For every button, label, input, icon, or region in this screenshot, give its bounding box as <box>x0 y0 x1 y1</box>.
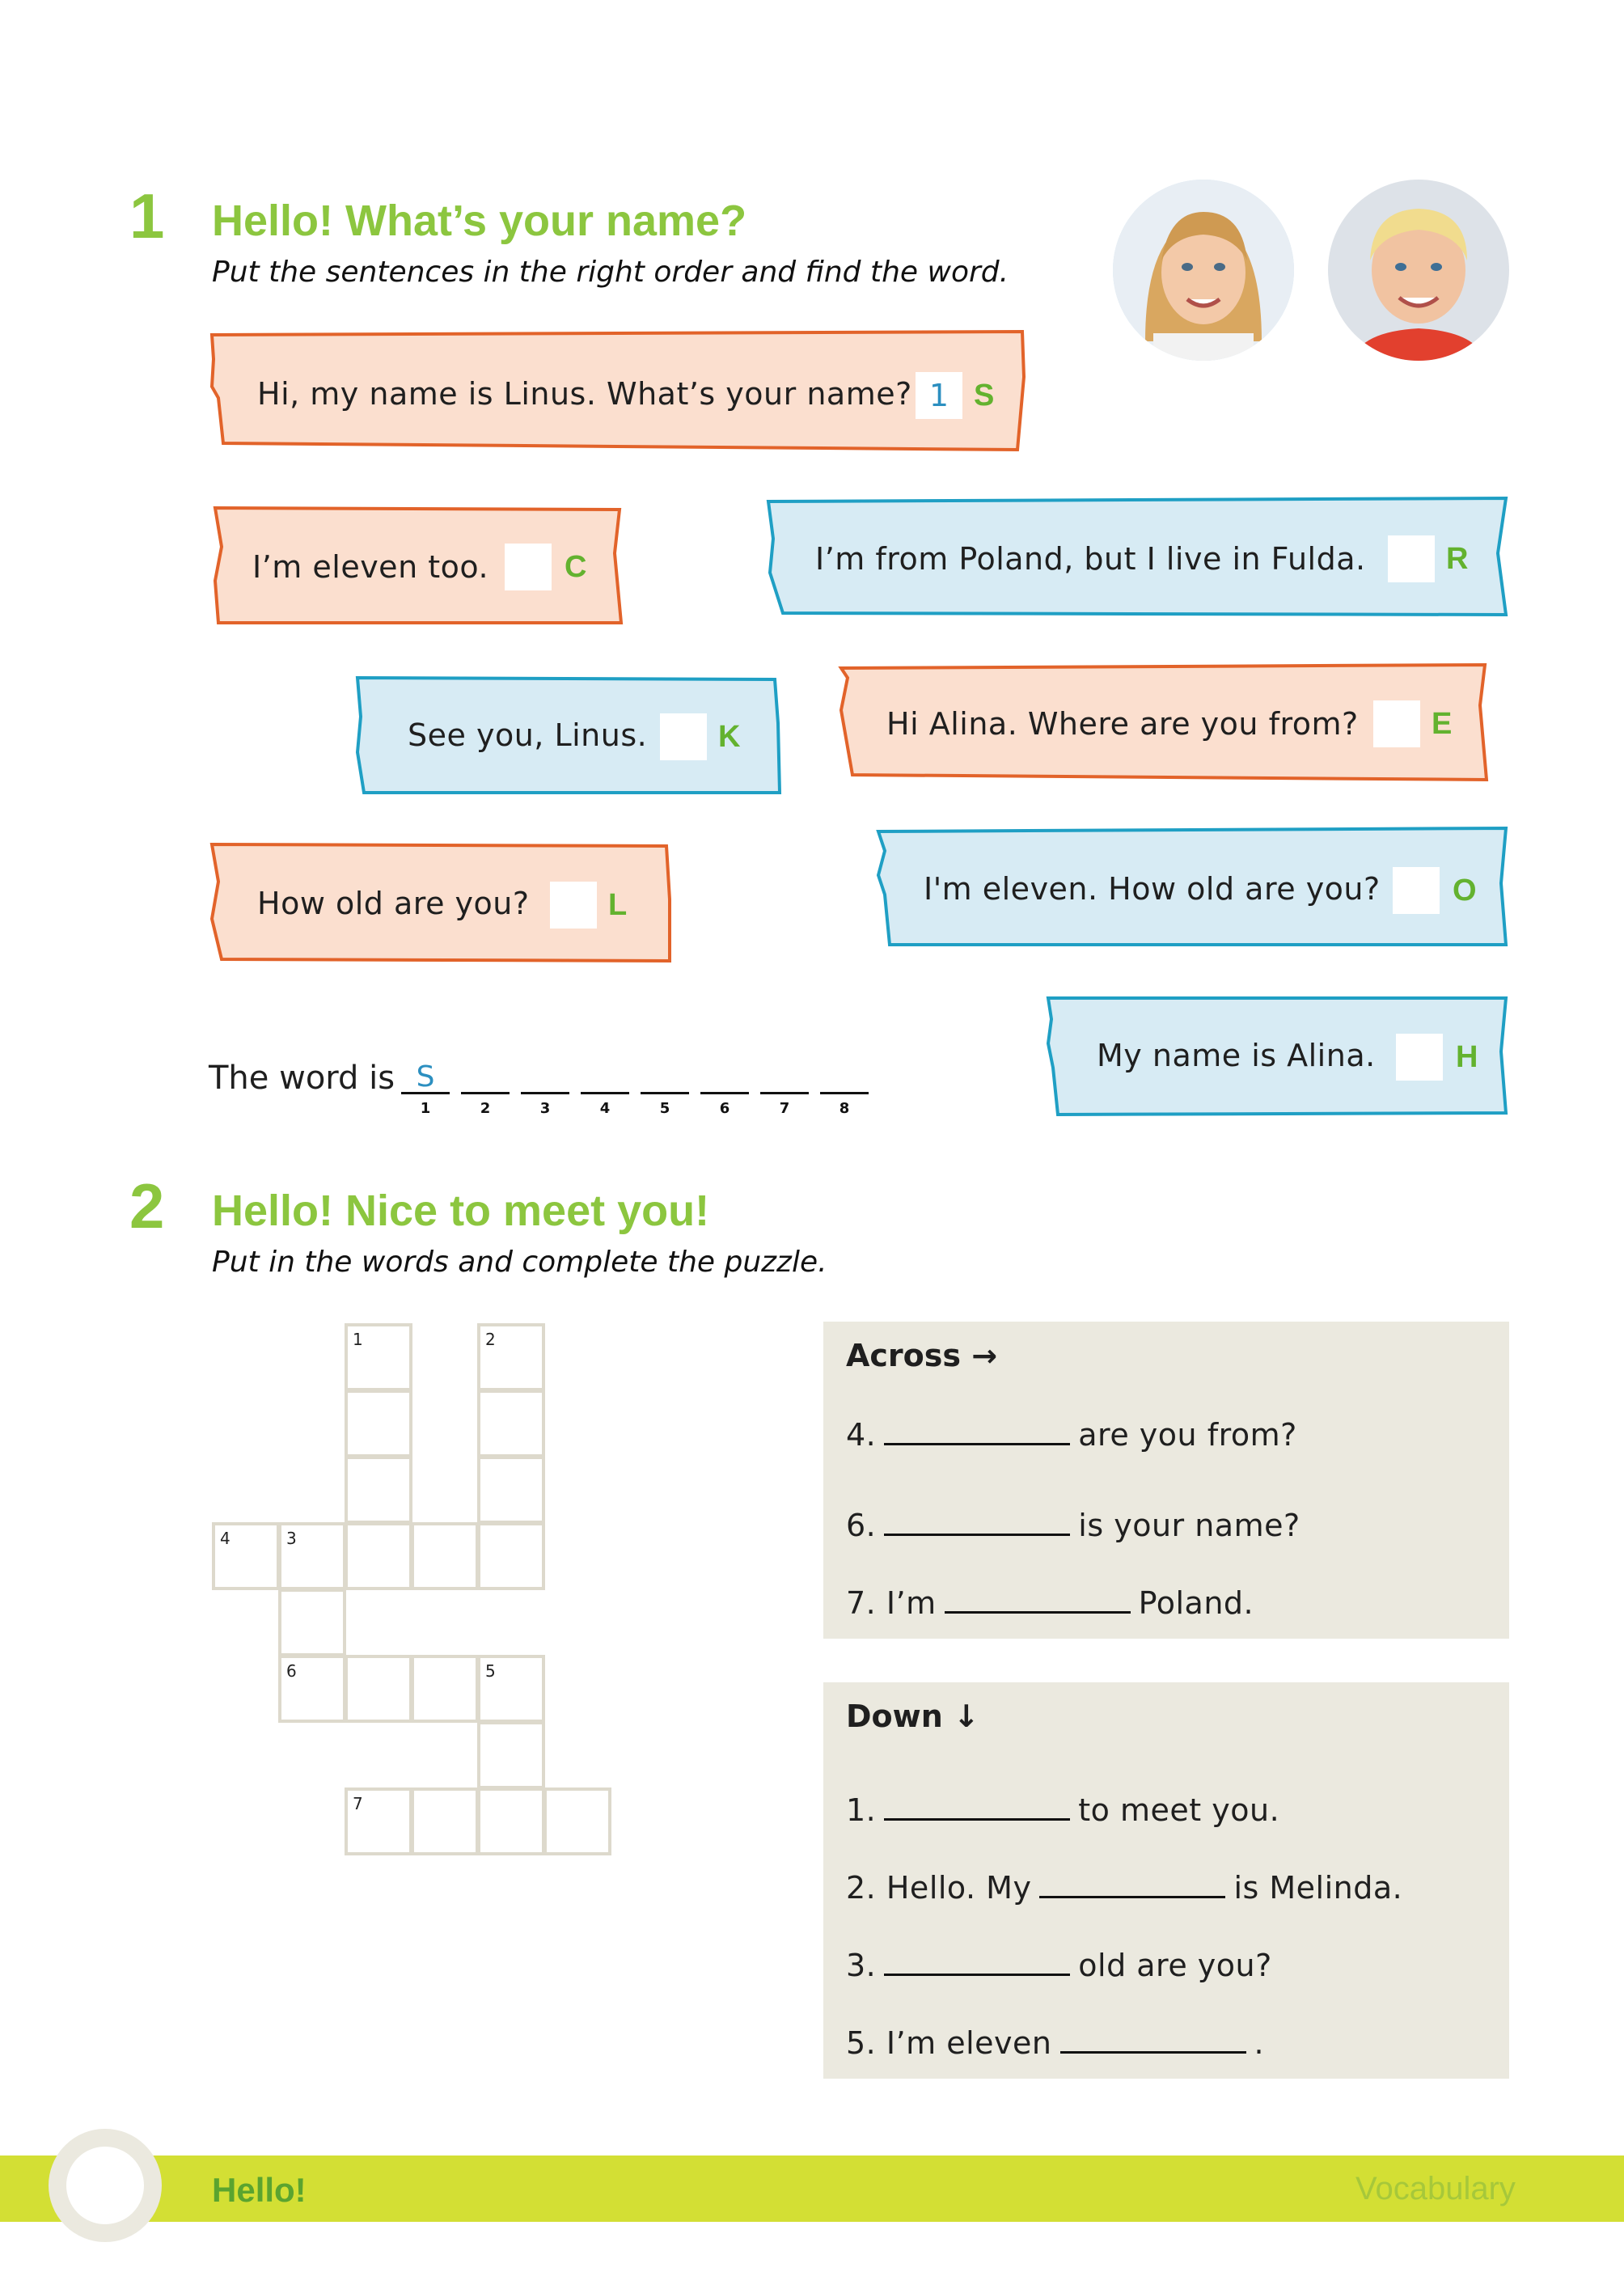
word-slot-index: 4 <box>599 1100 611 1117</box>
sentence-card-4-answer-box[interactable] <box>660 713 707 760</box>
crossword-clue-number: 4 <box>220 1529 230 1548</box>
clue-number: 2. <box>846 1870 877 1906</box>
word-label: The word is <box>209 1060 395 1097</box>
across-clue <box>846 1506 1300 1541</box>
down-clue <box>846 2024 1265 2061</box>
crossword-cell[interactable] <box>411 1787 479 1855</box>
crossword-clue-number: 5 <box>485 1661 496 1681</box>
page-circle <box>49 2129 162 2242</box>
crossword-cell[interactable] <box>543 1787 611 1855</box>
sentence-card-4-letter: K <box>718 720 741 754</box>
exercise-1-title: Hello! What’s your name? <box>212 197 747 245</box>
crossword-cell[interactable] <box>477 1522 545 1590</box>
crossword-clue-number: 3 <box>286 1529 297 1548</box>
crossword-cell[interactable] <box>345 1456 412 1524</box>
word-slot-index: 2 <box>480 1100 491 1117</box>
sentence-card-5-answer-box[interactable] <box>1373 700 1420 747</box>
crossword-cell[interactable] <box>278 1655 346 1723</box>
word-slot[interactable] <box>760 1060 809 1094</box>
sentence-card-3-text: I’m from Poland, but I live in Fulda. <box>815 541 1366 577</box>
clue-after: old are you? <box>1078 1948 1272 1983</box>
crossword-clue-number: 6 <box>286 1661 297 1681</box>
sentence-card-2-answer-box[interactable] <box>505 544 552 590</box>
footer-unit-title: Hello! <box>212 2171 307 2209</box>
girl-photo <box>1113 180 1294 361</box>
exercise-1-instruction: Put the sentences in the right order and find the word. <box>212 256 1009 289</box>
sentence-card-2-letter: C <box>565 550 587 584</box>
word-slot-index: 7 <box>779 1100 790 1117</box>
sentence-card-7-letter: O <box>1453 874 1477 907</box>
down-clue <box>846 1791 1279 1826</box>
crossword-clue-number: 2 <box>485 1330 496 1349</box>
crossword-cell[interactable] <box>212 1522 280 1590</box>
word-slot-letter: S <box>416 1060 435 1094</box>
clue-number: 1. <box>846 1792 877 1828</box>
sentence-card-1-answer: 1 <box>928 378 949 413</box>
sentence-card-5-text: Hi Alina. Where are you from? <box>886 706 1359 742</box>
word-slot[interactable] <box>581 1060 629 1094</box>
crossword-cell[interactable] <box>345 1323 412 1391</box>
word-slot-index: 3 <box>539 1100 551 1117</box>
sentence-card-6-text: How old are you? <box>257 886 530 921</box>
down-clue <box>846 1868 1403 1906</box>
across-heading: Across → <box>846 1338 998 1373</box>
word-slot[interactable] <box>461 1060 510 1094</box>
sentence-card-7-answer-box[interactable] <box>1393 867 1440 914</box>
word-slot-index: 6 <box>719 1100 730 1117</box>
sentence-card-8-answer-box[interactable] <box>1396 1034 1443 1081</box>
sentence-card-3-letter: R <box>1446 542 1469 576</box>
exercise-2-number: 2 <box>129 1170 165 1242</box>
word-slot-index: 5 <box>659 1100 670 1117</box>
exercise-1-number: 1 <box>129 180 165 252</box>
crossword-cell[interactable] <box>345 1522 412 1590</box>
footer-section-label: Vocabulary <box>1355 2171 1516 2206</box>
sentence-card-8-text: My name is Alina. <box>1097 1038 1376 1073</box>
crossword-cell[interactable] <box>477 1787 545 1855</box>
clue-after: Poland. <box>1138 1585 1254 1621</box>
across-clue <box>846 1415 1297 1453</box>
word-slot[interactable] <box>700 1060 749 1094</box>
clue-blank[interactable] <box>884 1946 1070 1976</box>
clue-before: Hello. My <box>886 1870 1032 1906</box>
clue-before: I’m eleven <box>886 2025 1052 2061</box>
clue-number: 6. <box>846 1508 877 1543</box>
word-slot-index: 8 <box>839 1100 850 1117</box>
exercise-2-title: Hello! Nice to meet you! <box>212 1187 710 1235</box>
clue-number: 5. <box>846 2025 877 2061</box>
clue-blank[interactable] <box>884 1415 1070 1445</box>
clue-blank[interactable] <box>1060 2024 1246 2054</box>
word-slot[interactable] <box>641 1060 689 1094</box>
crossword-cell[interactable] <box>411 1522 479 1590</box>
clue-blank[interactable] <box>884 1791 1070 1821</box>
clue-after: . <box>1254 2025 1265 2061</box>
clue-blank[interactable] <box>884 1506 1070 1536</box>
word-slot-index: 1 <box>420 1100 431 1117</box>
crossword-cell[interactable] <box>411 1655 479 1723</box>
crossword-cell[interactable] <box>345 1390 412 1457</box>
sentence-card-7-text: I'm eleven. How old are you? <box>924 871 1381 907</box>
word-slot[interactable] <box>820 1060 869 1094</box>
sentence-card-6-answer-box[interactable] <box>550 882 597 929</box>
sentence-card-1-text: Hi, my name is Linus. What’s your name? <box>257 376 912 412</box>
clue-after: to meet you. <box>1078 1792 1280 1828</box>
sentence-card-8-letter: H <box>1456 1040 1478 1074</box>
clue-blank[interactable] <box>1039 1868 1225 1898</box>
clue-number: 7. <box>846 1585 877 1621</box>
crossword-cell[interactable] <box>477 1721 545 1789</box>
boy-photo <box>1328 180 1509 361</box>
crossword-cell[interactable] <box>477 1456 545 1524</box>
clue-after: are you from? <box>1078 1417 1297 1453</box>
crossword-cell[interactable] <box>477 1655 545 1723</box>
clue-number: 3. <box>846 1948 877 1983</box>
crossword-cell[interactable] <box>477 1390 545 1457</box>
crossword-cell[interactable] <box>345 1655 412 1723</box>
clue-blank[interactable] <box>945 1584 1131 1614</box>
sentence-card-2-text: I’m eleven too. <box>252 549 489 585</box>
across-clue <box>846 1584 1254 1621</box>
clue-after: is Melinda. <box>1233 1870 1403 1906</box>
crossword-clue-number: 1 <box>353 1330 363 1349</box>
exercise-2-instruction: Put in the words and complete the puzzle. <box>212 1246 827 1279</box>
sentence-card-3-answer-box[interactable] <box>1388 535 1435 582</box>
sentence-card-5-letter: E <box>1432 707 1453 741</box>
crossword-clue-number: 7 <box>353 1794 363 1813</box>
crossword-cell[interactable] <box>278 1522 346 1590</box>
sentence-card-6-letter: L <box>608 888 628 922</box>
sentence-card-1-letter: S <box>974 379 995 412</box>
clue-after: is your name? <box>1078 1508 1300 1543</box>
sentence-card-4-text: See you, Linus. <box>408 717 648 753</box>
down-heading: Down ↓ <box>846 1699 979 1734</box>
crossword-cell[interactable] <box>345 1787 412 1855</box>
crossword-cell[interactable] <box>477 1323 545 1391</box>
clue-before: I’m <box>886 1585 937 1621</box>
word-slot[interactable] <box>521 1060 569 1094</box>
down-clue <box>846 1946 1272 1981</box>
clue-number: 4. <box>846 1417 877 1453</box>
crossword-cell[interactable] <box>278 1589 346 1656</box>
